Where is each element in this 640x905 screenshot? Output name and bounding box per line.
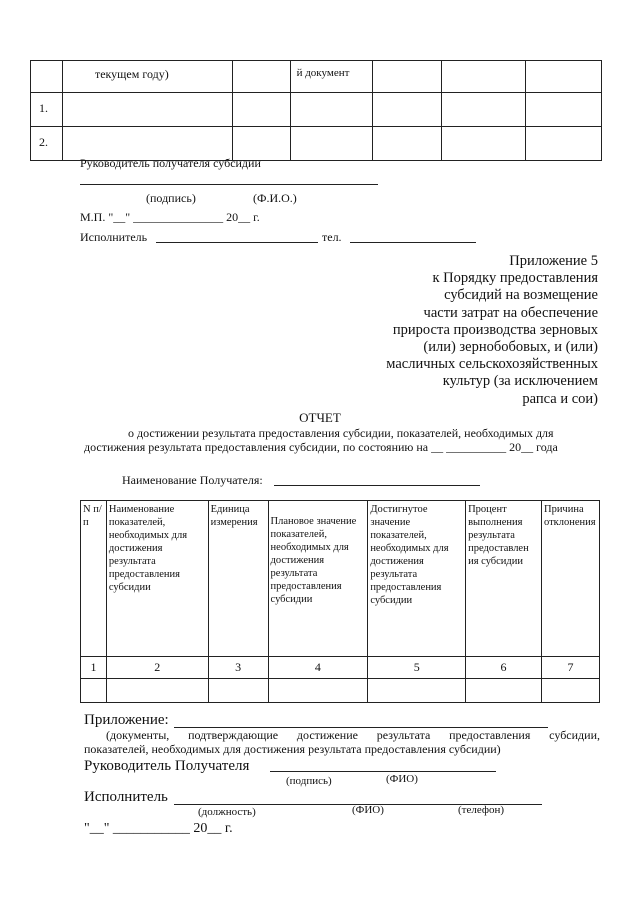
cell <box>526 127 602 161</box>
stamp-date-line: М.П. "__" _______________ 20__ г. <box>80 210 260 224</box>
cell <box>81 679 107 703</box>
appendix-line: части затрат на обеспечение <box>423 304 598 321</box>
appendix-line: (или) зернобобовых, и (или) <box>423 339 598 356</box>
attachment-note-1: (документы, подтверждающие достижение результата предоставления субсидии, <box>106 728 600 742</box>
column-number: 6 <box>466 657 542 679</box>
attachment-note-2: показателей, необходимых для достижения результата предоставления субсидии) <box>84 742 501 756</box>
appendix-line: масличных сельскохозяйственных <box>386 356 598 373</box>
cell <box>466 679 542 703</box>
cell <box>442 127 526 161</box>
executor-line <box>156 242 318 243</box>
cell <box>62 93 232 127</box>
phone-caption: (телефон) <box>458 804 505 816</box>
report-table-number-row <box>81 657 600 679</box>
cell <box>208 679 268 703</box>
date-line: "__" ___________ 20__ г. <box>84 821 233 836</box>
cell <box>541 679 599 703</box>
column-number: 7 <box>541 657 599 679</box>
header-cell: Достигнутое значение показателей, необходимых для достижения результата предоставления субсидии <box>368 501 466 657</box>
cell: текущем году) <box>62 61 232 93</box>
appendix-line: субсидий на возмещение <box>444 287 598 304</box>
cell <box>526 61 602 93</box>
head-label: Руководитель получателя субсидии <box>80 156 261 170</box>
cell <box>526 93 602 127</box>
phone-line <box>350 242 476 243</box>
appendix-line: культур (за исключением <box>442 373 598 390</box>
cell <box>442 61 526 93</box>
table-row <box>31 93 602 127</box>
report-table <box>80 500 600 703</box>
column-number: 5 <box>368 657 466 679</box>
cell <box>372 61 442 93</box>
signature-caption: (подпись) <box>146 191 196 205</box>
appendix-line: прироста производства зерновых <box>392 321 598 338</box>
report-subtitle-2: достижения результата предоставления субсидии, по состоянию на __ __________ 20__ года <box>84 440 558 454</box>
cell <box>290 93 372 127</box>
appendix-line: Приложение 5 <box>509 253 598 269</box>
fio-caption: (Ф.И.О.) <box>253 191 297 205</box>
header-cell: N п/п <box>81 501 107 657</box>
header-cell: Плановое значение показателей, необходимых для достижения результата предоставления субсидии <box>268 501 368 657</box>
cell: й документ <box>290 61 372 93</box>
executor-label-2: Исполнитель <box>84 789 168 805</box>
position-caption: (должность) <box>198 806 256 818</box>
header-cell: Наименование показателей, необходимых для достижения результата предоставления субсидии <box>106 501 208 657</box>
cell: 1. <box>31 93 63 127</box>
signature-caption-2: (подпись) <box>286 775 332 787</box>
report-title: ОТЧЕТ <box>299 410 341 425</box>
recipient-label: Наименование Получателя: <box>122 473 263 487</box>
cell <box>372 127 442 161</box>
appendix-line: рапса и сои) <box>522 390 598 407</box>
cell <box>290 127 372 161</box>
signature-line <box>80 184 378 185</box>
cell <box>106 679 208 703</box>
head-signature-line <box>270 771 496 772</box>
appendix-line: к Порядку предоставления <box>432 270 598 287</box>
top-table-header-row <box>31 61 602 93</box>
column-number: 3 <box>208 657 268 679</box>
cell <box>232 93 290 127</box>
appendix-block <box>298 253 598 408</box>
cell: 2. <box>31 127 63 161</box>
cell <box>372 93 442 127</box>
cell <box>368 679 466 703</box>
column-number: 1 <box>81 657 107 679</box>
header-cell: Единица измерения <box>208 501 268 657</box>
column-number: 4 <box>268 657 368 679</box>
report-table-header-row <box>81 501 600 657</box>
recipient-line <box>274 485 480 486</box>
cell <box>232 61 290 93</box>
cell <box>442 93 526 127</box>
header-cell: Причина отклонения <box>541 501 599 657</box>
fio-caption-3: (ФИО) <box>352 804 384 816</box>
cell <box>268 679 368 703</box>
cell <box>31 61 63 93</box>
table-row <box>81 679 600 703</box>
phone-label: тел. <box>322 230 342 244</box>
top-table <box>30 60 602 161</box>
column-number: 2 <box>106 657 208 679</box>
attachment-label: Приложение: <box>84 712 169 728</box>
header-cell: Процент выполнения результата предоставлен ия субсидии <box>466 501 542 657</box>
executor-label: Исполнитель <box>80 230 148 244</box>
report-subtitle-1: о достижении результата предоставления субсидии, показателей, необходимых для <box>128 426 554 440</box>
fio-caption-2: (ФИО) <box>386 773 418 785</box>
recipient-head-label: Руководитель Получателя <box>84 758 250 774</box>
